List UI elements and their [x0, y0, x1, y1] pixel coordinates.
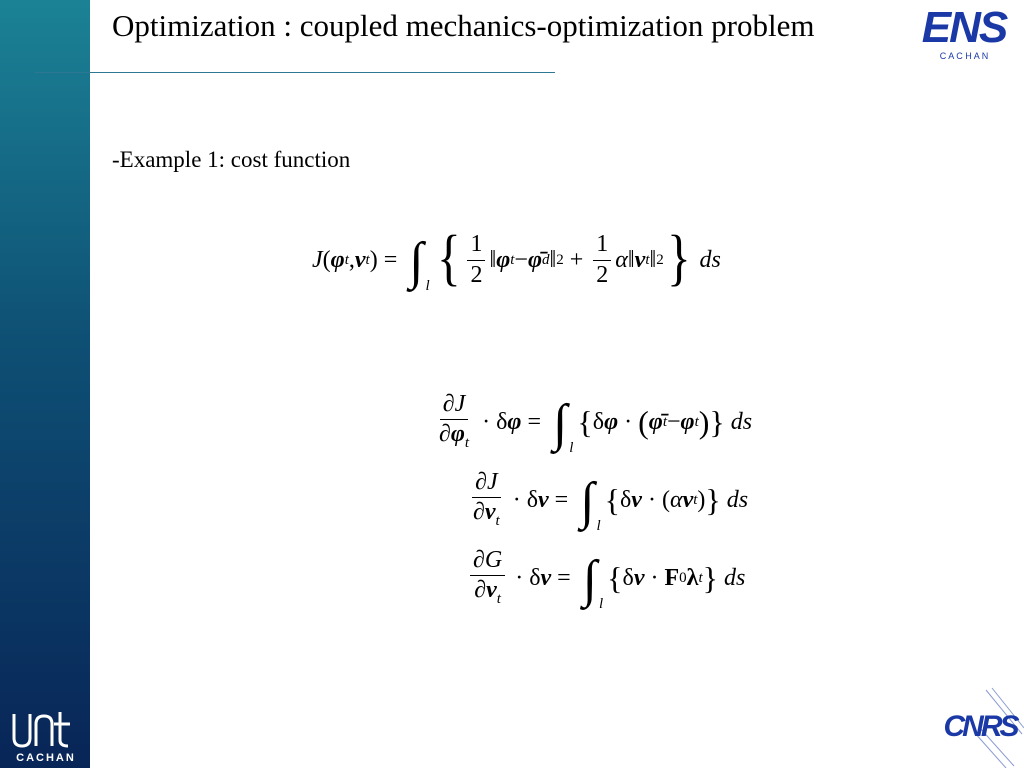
cnrs-logo-text: CNRS [943, 710, 1017, 743]
university-cachan-logo [8, 704, 84, 764]
title-underline [35, 72, 555, 73]
ens-logo-main-text: ENS [921, 3, 1007, 52]
equation-dJ-dnu: $\frac{\partial J}{\partial\nu_t}$ · δ ν = ∫ l { δ ν · ( α ν t ) } ds [473, 469, 749, 534]
equation-dG-dnu: $\frac{\partial G}{\partial\nu_t}$ · δ ν = ∫ l { δ ν · F 0 λ t } ds [432, 539, 852, 617]
sidebar-band [0, 0, 90, 768]
university-logo-sub-text: CACHAN [16, 752, 76, 764]
ens-logo-sub-text: C A C H A N [939, 51, 989, 61]
cnrs-logo [936, 684, 1024, 768]
equation-cost-function: J ( φ t , ν t ) = ∫ l { $\frac{1}{2}$ ‖ φ t − φ̄ d ‖ 2 + $\frac{1}{2}$ α ‖ ν t ‖ 2 } ds [312, 224, 721, 294]
ens-cachan-logo [904, 2, 1024, 62]
slide-title: Optimization : coupled mechanics-optimization problem [112, 8, 815, 43]
equation-dJ-dphi: $\frac{\partial J}{\partial\varphi_t}$ · δ φ = ∫ l { δ φ · ( φ̄ t − φ t ) } ds [439, 391, 753, 456]
derivative-equations [432, 383, 852, 617]
example-bullet: -Example 1: cost function [112, 147, 351, 172]
